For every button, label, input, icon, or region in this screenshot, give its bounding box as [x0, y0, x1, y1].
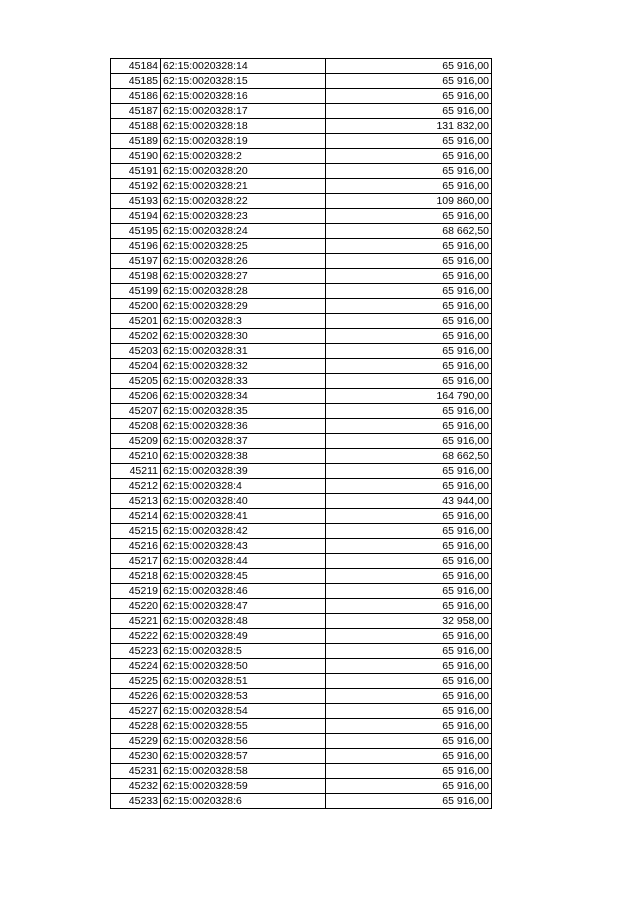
cadastral-number-cell: 62:15:0020328:38 [161, 449, 326, 464]
cadastral-number-cell: 62:15:0020328:37 [161, 434, 326, 449]
cadastral-number-cell: 62:15:0020328:51 [161, 674, 326, 689]
row-number-cell: 45216 [111, 539, 161, 554]
row-number-cell: 45205 [111, 374, 161, 389]
table-row [111, 599, 492, 614]
value-cell: 65 916,00 [326, 404, 492, 419]
row-number-cell: 45199 [111, 284, 161, 299]
value-cell: 65 916,00 [326, 704, 492, 719]
row-number-cell: 45220 [111, 599, 161, 614]
table-row [111, 224, 492, 239]
cadastral-number-cell: 62:15:0020328:21 [161, 179, 326, 194]
table-row [111, 749, 492, 764]
value-cell: 65 916,00 [326, 764, 492, 779]
cadastral-number-cell: 62:15:0020328:56 [161, 734, 326, 749]
cadastral-number-cell: 62:15:0020328:47 [161, 599, 326, 614]
value-cell: 65 916,00 [326, 419, 492, 434]
value-cell: 65 916,00 [326, 359, 492, 374]
cadastral-number-cell: 62:15:0020328:6 [161, 794, 326, 809]
cadastral-number-cell: 62:15:0020328:2 [161, 149, 326, 164]
cadastral-number-cell: 62:15:0020328:36 [161, 419, 326, 434]
value-cell: 65 916,00 [326, 59, 492, 74]
value-cell: 65 916,00 [326, 164, 492, 179]
cadastral-number-cell: 62:15:0020328:59 [161, 779, 326, 794]
table-row [111, 59, 492, 74]
table-row [111, 389, 492, 404]
table-row [111, 194, 492, 209]
value-cell: 65 916,00 [326, 584, 492, 599]
table-row [111, 344, 492, 359]
table-row [111, 704, 492, 719]
table-row [111, 299, 492, 314]
table-row [111, 374, 492, 389]
table-row [111, 629, 492, 644]
row-number-cell: 45186 [111, 89, 161, 104]
cadastral-number-cell: 62:15:0020328:39 [161, 464, 326, 479]
value-cell: 109 860,00 [326, 194, 492, 209]
value-cell: 65 916,00 [326, 329, 492, 344]
table-row [111, 284, 492, 299]
value-cell: 65 916,00 [326, 479, 492, 494]
cadastral-number-cell: 62:15:0020328:41 [161, 509, 326, 524]
table-row [111, 614, 492, 629]
row-number-cell: 45230 [111, 749, 161, 764]
row-number-cell: 45223 [111, 644, 161, 659]
row-number-cell: 45191 [111, 164, 161, 179]
row-number-cell: 45197 [111, 254, 161, 269]
cadastral-value-table [110, 58, 492, 809]
value-cell: 65 916,00 [326, 299, 492, 314]
row-number-cell: 45231 [111, 764, 161, 779]
row-number-cell: 45224 [111, 659, 161, 674]
row-number-cell: 45201 [111, 314, 161, 329]
value-cell: 43 944,00 [326, 494, 492, 509]
value-cell: 65 916,00 [326, 509, 492, 524]
row-number-cell: 45185 [111, 74, 161, 89]
cadastral-number-cell: 62:15:0020328:32 [161, 359, 326, 374]
table-row [111, 734, 492, 749]
cadastral-number-cell: 62:15:0020328:24 [161, 224, 326, 239]
cadastral-number-cell: 62:15:0020328:4 [161, 479, 326, 494]
row-number-cell: 45212 [111, 479, 161, 494]
value-cell: 164 790,00 [326, 389, 492, 404]
value-cell: 65 916,00 [326, 539, 492, 554]
table-row [111, 269, 492, 284]
value-cell: 32 958,00 [326, 614, 492, 629]
cadastral-number-cell: 62:15:0020328:29 [161, 299, 326, 314]
value-cell: 65 916,00 [326, 794, 492, 809]
table-row [111, 329, 492, 344]
value-cell: 65 916,00 [326, 149, 492, 164]
value-cell: 65 916,00 [326, 374, 492, 389]
row-number-cell: 45215 [111, 524, 161, 539]
row-number-cell: 45196 [111, 239, 161, 254]
value-cell: 65 916,00 [326, 599, 492, 614]
cadastral-number-cell: 62:15:0020328:35 [161, 404, 326, 419]
cadastral-number-cell: 62:15:0020328:44 [161, 554, 326, 569]
value-cell: 65 916,00 [326, 569, 492, 584]
cadastral-number-cell: 62:15:0020328:26 [161, 254, 326, 269]
row-number-cell: 45211 [111, 464, 161, 479]
row-number-cell: 45214 [111, 509, 161, 524]
row-number-cell: 45192 [111, 179, 161, 194]
table-row [111, 539, 492, 554]
value-cell: 65 916,00 [326, 434, 492, 449]
cadastral-number-cell: 62:15:0020328:22 [161, 194, 326, 209]
cadastral-number-cell: 62:15:0020328:49 [161, 629, 326, 644]
row-number-cell: 45233 [111, 794, 161, 809]
table-row [111, 719, 492, 734]
row-number-cell: 45206 [111, 389, 161, 404]
value-cell: 65 916,00 [326, 209, 492, 224]
row-number-cell: 45188 [111, 119, 161, 134]
table-row [111, 134, 492, 149]
value-cell: 131 832,00 [326, 119, 492, 134]
row-number-cell: 45210 [111, 449, 161, 464]
table-row [111, 209, 492, 224]
table-row [111, 239, 492, 254]
cadastral-number-cell: 62:15:0020328:48 [161, 614, 326, 629]
row-number-cell: 45202 [111, 329, 161, 344]
cadastral-number-cell: 62:15:0020328:50 [161, 659, 326, 674]
table-row [111, 449, 492, 464]
cadastral-number-cell: 62:15:0020328:18 [161, 119, 326, 134]
cadastral-number-cell: 62:15:0020328:55 [161, 719, 326, 734]
cadastral-number-cell: 62:15:0020328:30 [161, 329, 326, 344]
value-cell: 65 916,00 [326, 104, 492, 119]
table-row [111, 479, 492, 494]
table-row [111, 464, 492, 479]
cadastral-number-cell: 62:15:0020328:20 [161, 164, 326, 179]
cadastral-number-cell: 62:15:0020328:16 [161, 89, 326, 104]
cadastral-number-cell: 62:15:0020328:57 [161, 749, 326, 764]
table-row [111, 554, 492, 569]
row-number-cell: 45227 [111, 704, 161, 719]
value-cell: 65 916,00 [326, 524, 492, 539]
row-number-cell: 45221 [111, 614, 161, 629]
row-number-cell: 45217 [111, 554, 161, 569]
value-cell: 65 916,00 [326, 239, 492, 254]
table-row [111, 179, 492, 194]
table-row [111, 74, 492, 89]
table-row [111, 794, 492, 809]
table-row [111, 524, 492, 539]
value-cell: 65 916,00 [326, 254, 492, 269]
table-row [111, 254, 492, 269]
row-number-cell: 45209 [111, 434, 161, 449]
cadastral-number-cell: 62:15:0020328:3 [161, 314, 326, 329]
cadastral-number-cell: 62:15:0020328:17 [161, 104, 326, 119]
row-number-cell: 45213 [111, 494, 161, 509]
cadastral-number-cell: 62:15:0020328:27 [161, 269, 326, 284]
cadastral-number-cell: 62:15:0020328:34 [161, 389, 326, 404]
table-row [111, 119, 492, 134]
cadastral-number-cell: 62:15:0020328:45 [161, 569, 326, 584]
value-cell: 65 916,00 [326, 629, 492, 644]
cadastral-number-cell: 62:15:0020328:33 [161, 374, 326, 389]
table-row [111, 644, 492, 659]
row-number-cell: 45194 [111, 209, 161, 224]
row-number-cell: 45229 [111, 734, 161, 749]
table-row [111, 314, 492, 329]
cadastral-number-cell: 62:15:0020328:58 [161, 764, 326, 779]
table-row [111, 419, 492, 434]
value-cell: 65 916,00 [326, 659, 492, 674]
cadastral-number-cell: 62:15:0020328:46 [161, 584, 326, 599]
table-row [111, 104, 492, 119]
row-number-cell: 45204 [111, 359, 161, 374]
table-row [111, 404, 492, 419]
value-cell: 65 916,00 [326, 74, 492, 89]
row-number-cell: 45207 [111, 404, 161, 419]
row-number-cell: 45232 [111, 779, 161, 794]
row-number-cell: 45208 [111, 419, 161, 434]
cadastral-number-cell: 62:15:0020328:14 [161, 59, 326, 74]
row-number-cell: 45203 [111, 344, 161, 359]
table-row [111, 584, 492, 599]
value-cell: 65 916,00 [326, 134, 492, 149]
table-row [111, 359, 492, 374]
row-number-cell: 45195 [111, 224, 161, 239]
cadastral-number-cell: 62:15:0020328:25 [161, 239, 326, 254]
table-row [111, 89, 492, 104]
row-number-cell: 45190 [111, 149, 161, 164]
value-cell: 65 916,00 [326, 689, 492, 704]
table-row [111, 674, 492, 689]
cadastral-number-cell: 62:15:0020328:31 [161, 344, 326, 359]
value-cell: 68 662,50 [326, 449, 492, 464]
value-cell: 65 916,00 [326, 179, 492, 194]
value-cell: 65 916,00 [326, 554, 492, 569]
value-cell: 65 916,00 [326, 644, 492, 659]
value-cell: 65 916,00 [326, 344, 492, 359]
value-cell: 65 916,00 [326, 314, 492, 329]
table-row [111, 164, 492, 179]
row-number-cell: 45187 [111, 104, 161, 119]
row-number-cell: 45184 [111, 59, 161, 74]
value-cell: 65 916,00 [326, 674, 492, 689]
value-cell: 65 916,00 [326, 779, 492, 794]
value-cell: 65 916,00 [326, 734, 492, 749]
row-number-cell: 45218 [111, 569, 161, 584]
cadastral-number-cell: 62:15:0020328:28 [161, 284, 326, 299]
table-row [111, 149, 492, 164]
cadastral-number-cell: 62:15:0020328:15 [161, 74, 326, 89]
row-number-cell: 45189 [111, 134, 161, 149]
table-row [111, 659, 492, 674]
cadastral-number-cell: 62:15:0020328:40 [161, 494, 326, 509]
row-number-cell: 45226 [111, 689, 161, 704]
value-cell: 65 916,00 [326, 464, 492, 479]
row-number-cell: 45222 [111, 629, 161, 644]
value-cell: 65 916,00 [326, 284, 492, 299]
table-row [111, 569, 492, 584]
value-cell: 65 916,00 [326, 269, 492, 284]
cadastral-number-cell: 62:15:0020328:54 [161, 704, 326, 719]
table-body [111, 59, 492, 809]
table-row [111, 434, 492, 449]
cadastral-number-cell: 62:15:0020328:5 [161, 644, 326, 659]
table-row [111, 494, 492, 509]
value-cell: 65 916,00 [326, 749, 492, 764]
cadastral-number-cell: 62:15:0020328:19 [161, 134, 326, 149]
value-cell: 65 916,00 [326, 89, 492, 104]
cadastral-number-cell: 62:15:0020328:53 [161, 689, 326, 704]
value-cell: 68 662,50 [326, 224, 492, 239]
row-number-cell: 45219 [111, 584, 161, 599]
row-number-cell: 45225 [111, 674, 161, 689]
row-number-cell: 45200 [111, 299, 161, 314]
table-row [111, 509, 492, 524]
cadastral-number-cell: 62:15:0020328:43 [161, 539, 326, 554]
row-number-cell: 45198 [111, 269, 161, 284]
cadastral-number-cell: 62:15:0020328:23 [161, 209, 326, 224]
value-cell: 65 916,00 [326, 719, 492, 734]
row-number-cell: 45228 [111, 719, 161, 734]
row-number-cell: 45193 [111, 194, 161, 209]
cadastral-number-cell: 62:15:0020328:42 [161, 524, 326, 539]
table-row [111, 689, 492, 704]
table-row [111, 764, 492, 779]
table-row [111, 779, 492, 794]
